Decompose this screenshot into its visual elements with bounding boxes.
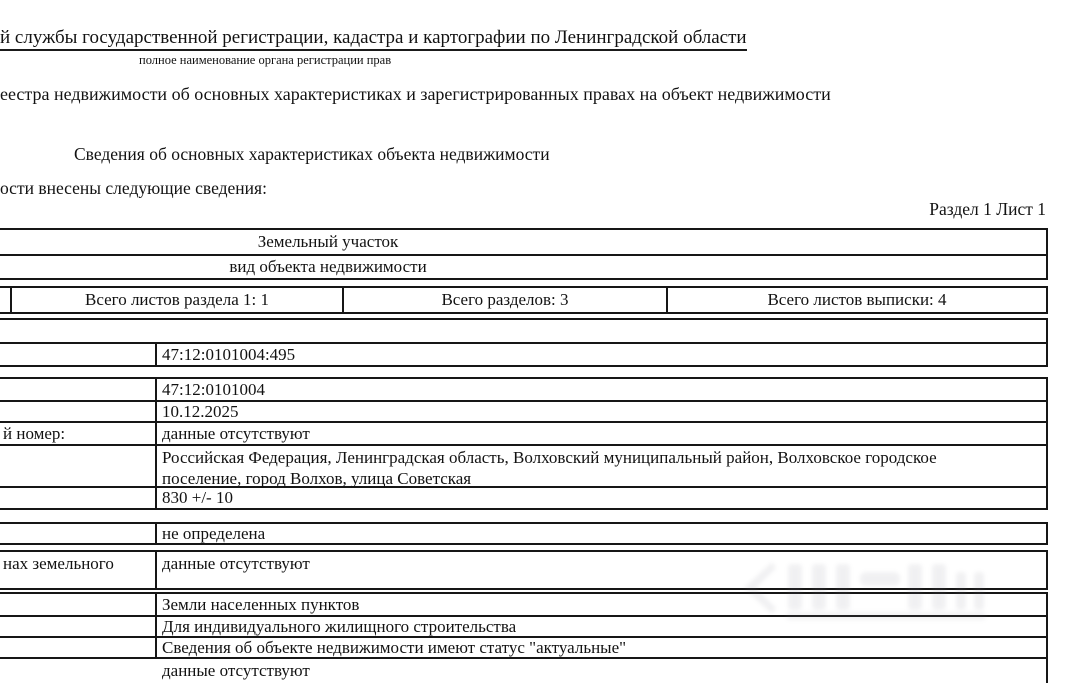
objects-within-label-fragment: нах земельного [3,554,114,573]
row-label-cell [0,594,157,615]
area-value: 830 +/- 10 [162,488,233,507]
row-label-cell [0,488,157,508]
row-quarter-number [0,379,1046,400]
object-type-table [0,228,1048,280]
previous-number-value: данные отсутствуют [162,423,310,443]
permitted-use-value: Для индивидуального жилищного строительства [162,616,517,636]
row-record-status [0,636,1046,657]
category-status-table [0,592,1048,683]
row-label-cell [0,379,157,400]
row-cadastral-value [0,524,1046,543]
object-type-value: Земельный участок [257,232,399,251]
object-type-caption: вид объекта недвижимости [0,254,1046,278]
extract-title-line: еестра недвижимости об основных характеристиках и зарегистрированных правах на объект недвижимости [0,84,831,104]
intro-line: ости внесены следующие сведения: [0,178,267,198]
cadastral-number-value: 47:12:0101004:495 [162,344,296,364]
quarter-number-value: 47:12:0101004 [162,379,265,399]
row-area [0,486,1046,508]
land-category-value: Земли населенных пунктов [162,594,360,614]
section-sheet-label: Раздел 1 Лист 1 [929,199,1046,219]
row-address [0,444,1046,486]
assignment-date-value: 10.12.2025 [162,401,239,421]
spacer-row [0,320,1046,342]
row-land-category [0,594,1046,615]
total-sheets-section-cell: Всего листов раздела 1: 1 [10,288,342,312]
total-sections-cell: Всего разделов: 3 [342,288,666,312]
row-label-cell [0,423,157,444]
row-permitted-use [0,615,1046,636]
row-cadastral-number [0,342,1046,365]
section-title: Сведения об основных характеристиках объекта недвижимости [74,144,550,164]
row-label-cell [0,638,157,657]
row-label-cell [0,344,157,365]
objects-within-table [0,550,1048,590]
row-label-cell [0,524,157,543]
row-label-cell [0,617,157,636]
row-label-cell [0,402,157,421]
address-value: Российская Федерация, Ленинградская область, Волховский муниципальный район, Волховское городское поселение, город Волхов, улица Советская [162,448,937,488]
row-objects-within [0,552,1046,588]
org-name-line [0,27,747,49]
sheet-counts-table [0,286,1048,314]
row-label-cell [0,446,157,486]
row-previous-number [0,421,1046,444]
row-assignment-date [0,400,1046,421]
previous-number-label-fragment: й номер: [3,423,66,443]
cut-off-cell [0,288,10,312]
address-value-cell [157,446,1046,486]
special-notes-value: данные отсутствуют [162,661,310,680]
row-special-notes [0,657,1046,683]
record-status-value: Сведения об объекте недвижимости имеют статус "актуальные" [162,637,627,657]
cadastral-value-table [0,522,1048,545]
total-sheets-extract-cell: Всего листов выписки: 4 [666,288,1046,312]
row-label-cell [0,552,157,588]
cadastral-number-table [0,318,1048,367]
characteristics-table [0,377,1048,510]
cadastral-value-value: не определена [162,523,266,543]
org-name-caption: полное наименование органа регистрации прав [139,53,392,67]
objects-within-value: данные отсутствуют [162,554,310,573]
org-name-underlined-text: й службы государственной регистрации, кадастра и картографии по Ленинградской области [0,27,747,51]
